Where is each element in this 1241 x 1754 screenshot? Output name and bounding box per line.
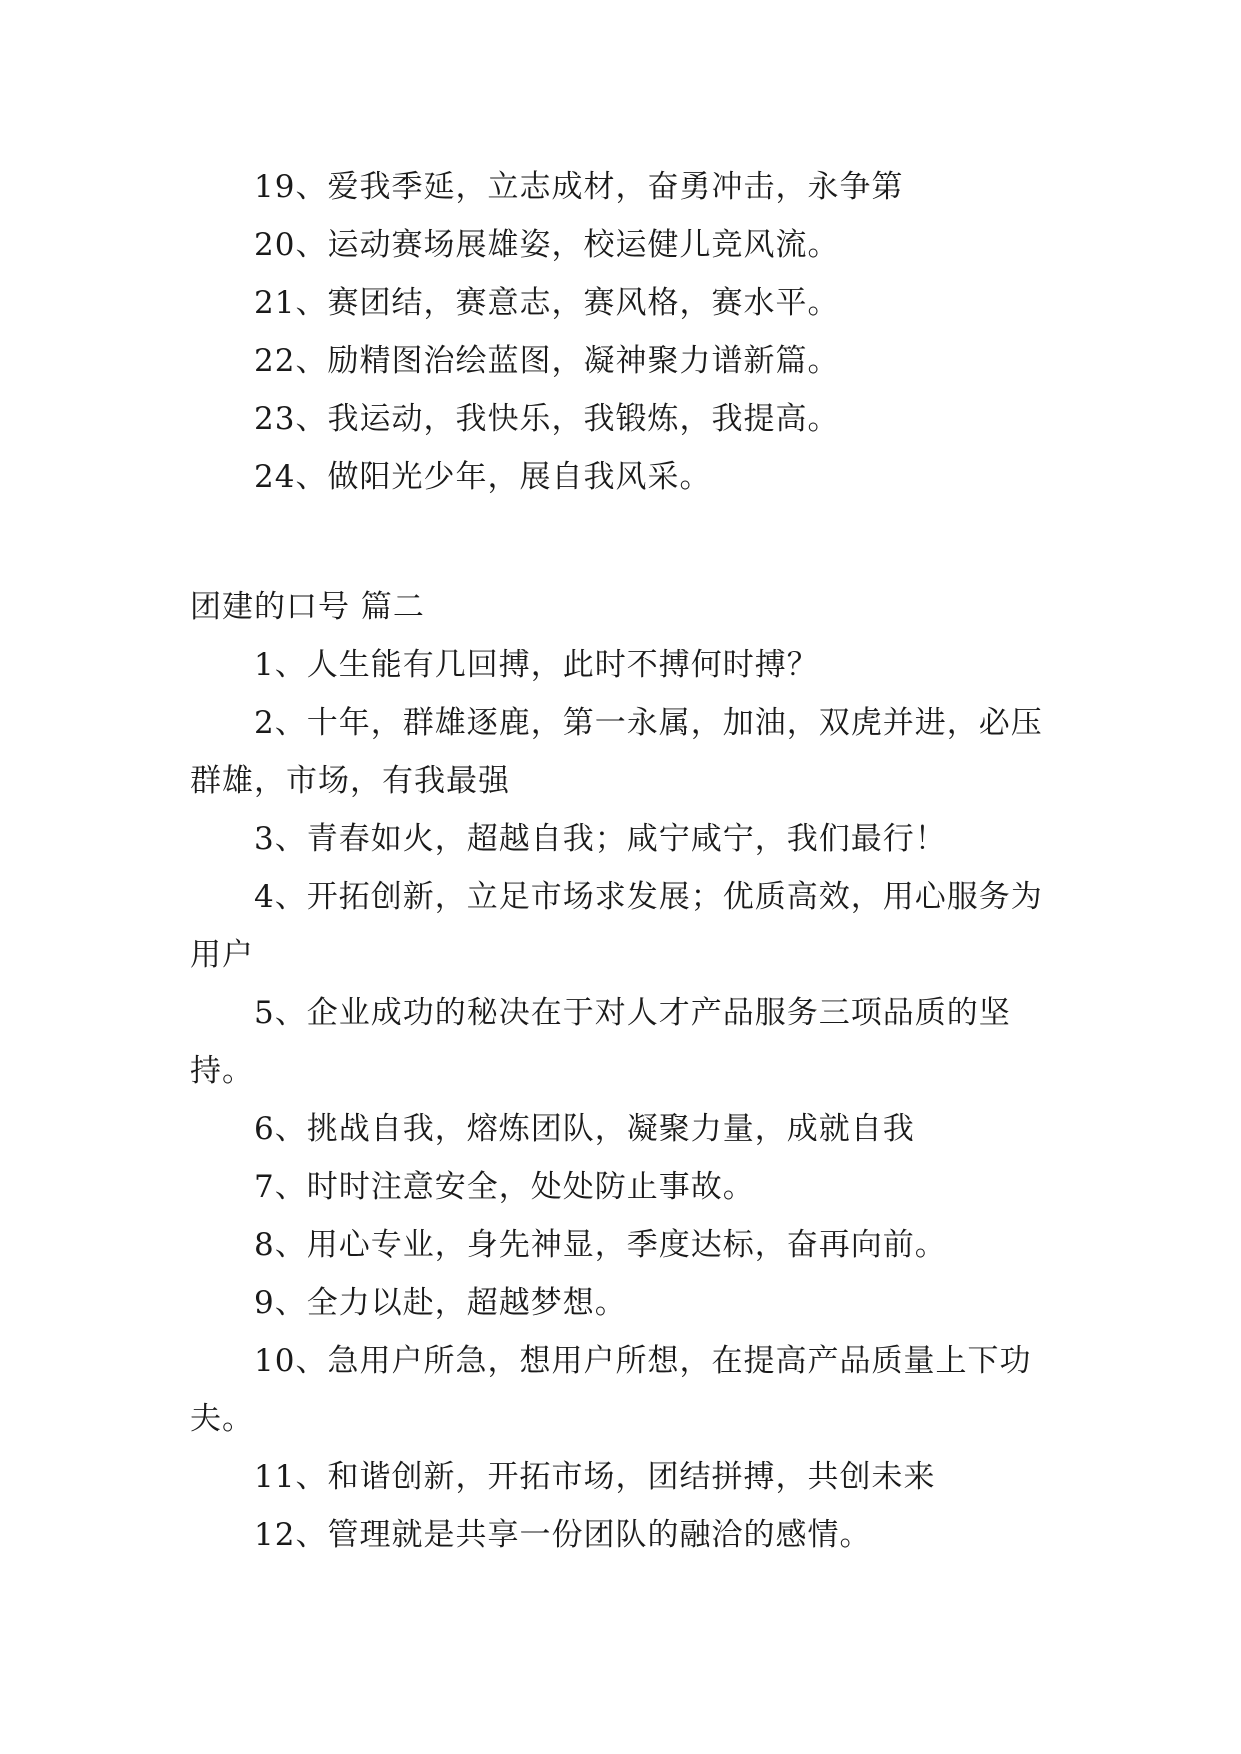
slogan-item-21: 21、赛团结，赛意志，赛风格，赛水平。 (254, 285, 840, 321)
slogan-item-12: 12、管理就是共享一份团队的融洽的感情。 (254, 1517, 872, 1553)
slogan-item-23: 23、我运动，我快乐，我锻炼，我提高。 (254, 401, 840, 437)
section-gap (190, 506, 1060, 564)
slogan-item-22: 22、励精图治绘蓝图，凝神聚力谱新篇。 (254, 343, 840, 379)
slogan-item-11: 11、和谐创新，开拓市场，团结拼搏，共创未来 (254, 1459, 936, 1495)
slogan-item-6: 6、挑战自我，熔炼团队，凝聚力量，成就自我 (254, 1111, 915, 1147)
slogan-item-9: 9、全力以赴，超越梦想。 (254, 1285, 627, 1321)
slogan-item-7: 7、时时注意安全，处处防止事故。 (254, 1169, 755, 1205)
slogan-item-4: 4、开拓创新，立足市场求发展；优质高效，用心服务为用户 (190, 879, 1043, 973)
slogan-item-24: 24、做阳光少年，展自我风采。 (254, 459, 712, 495)
slogan-list-part-one (190, 158, 1060, 506)
document-body (190, 158, 1060, 1564)
slogan-item-20: 20、运动赛场展雄姿，校运健儿竞风流。 (254, 227, 840, 263)
slogan-item-2: 2、十年，群雄逐鹿，第一永属，加油，双虎并进，必压群雄，市场，有我最强 (190, 705, 1043, 799)
section-heading: 团建的口号 篇二 (190, 589, 425, 625)
slogan-item-10: 10、急用户所急，想用户所想，在提高产品质量上下功夫。 (190, 1343, 1032, 1437)
slogan-item-1: 1、人生能有几回搏，此时不搏何时搏？ (254, 647, 819, 683)
slogan-item-3: 3、青春如火，超越自我；咸宁咸宁，我们最行！ (254, 821, 947, 857)
slogan-item-5: 5、企业成功的秘决在于对人才产品服务三项品质的坚持。 (190, 995, 1011, 1089)
slogan-item-19: 19、爱我季延，立志成材，奋勇冲击，永争第 (254, 169, 904, 205)
slogan-list-part-two (190, 636, 1060, 1564)
slogan-item-8: 8、用心专业，身先神显，季度达标，奋再向前。 (254, 1227, 947, 1263)
